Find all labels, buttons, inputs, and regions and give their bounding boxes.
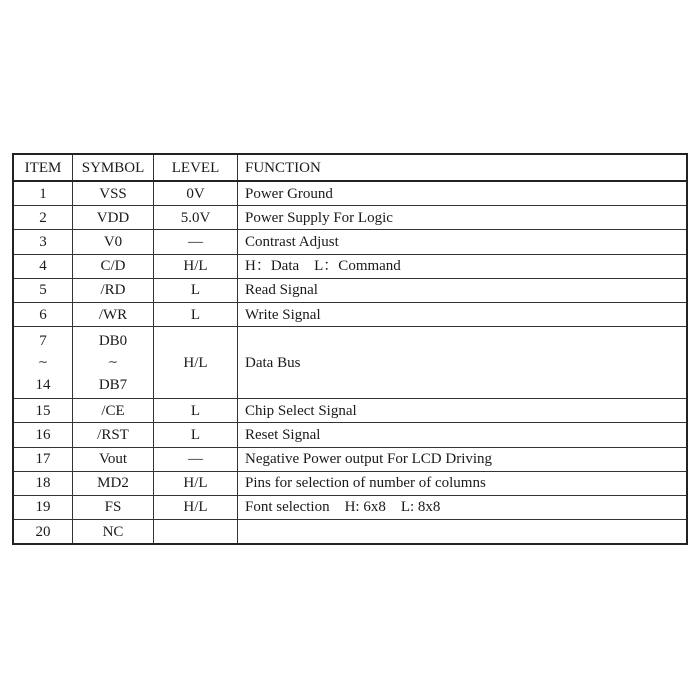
cell-symbol: /RST [73,423,154,447]
cell-item: 19 [13,495,73,519]
cell-level: L [154,302,238,326]
cell-level: 5.0V [154,206,238,230]
cell-function: Negative Power output For LCD Driving [238,447,688,471]
cell-symbol: /CE [73,399,154,423]
table-row [13,423,687,447]
cell-function: Reset Signal [238,423,688,447]
cell-item: 1 [13,181,73,206]
table-row [13,230,687,254]
cell-item: 15 [13,399,73,423]
header-function: FUNCTION [238,154,688,181]
cell-symbol: VSS [73,181,154,206]
cell-function: Write Signal [238,302,688,326]
table-row [13,471,687,495]
cell-function: Chip Select Signal [238,399,688,423]
table-row-data-bus [13,327,687,399]
cell-symbol: FS [73,495,154,519]
cell-symbol: MD2 [73,471,154,495]
table-row [13,302,687,326]
table-row [13,206,687,230]
cell-item: 4 [13,254,73,278]
cell-symbol: /RD [73,278,154,302]
cell-level: H/L [154,495,238,519]
cell-function: Pins for selection of number of columns [238,471,688,495]
cell-item: 20 [13,520,73,545]
header-level: LEVEL [154,154,238,181]
table-row [13,399,687,423]
item-range-separator: ~ [37,354,49,370]
cell-symbol: V0 [73,230,154,254]
cell-level: H/L [154,254,238,278]
cell-level: — [154,447,238,471]
cell-item: 3 [13,230,73,254]
cell-symbol: C/D [73,254,154,278]
pin-assignment-table [12,153,688,545]
symbol-range-separator: ~ [107,354,119,370]
cell-item: 17 [13,447,73,471]
cell-symbol: VDD [73,206,154,230]
cell-symbol: NC [73,520,154,545]
table-row [13,520,687,545]
cell-symbol: /WR [73,302,154,326]
cell-level: L [154,423,238,447]
table-header-row [13,154,687,181]
table-row [13,254,687,278]
cell-level: L [154,278,238,302]
cell-function: Font selection H: 6x8 L: 8x8 [238,495,688,519]
cell-item: 2 [13,206,73,230]
cell-function: Power Supply For Logic [238,206,688,230]
header-symbol: SYMBOL [73,154,154,181]
item-range-end: 14 [35,376,51,393]
table-row [13,447,687,471]
cell-function: Power Ground [238,181,688,206]
item-range-start: 7 [39,332,47,349]
cell-level: 0V [154,181,238,206]
cell-level: — [154,230,238,254]
cell-symbol-range [73,327,154,399]
cell-item-range [13,327,73,399]
cell-symbol: Vout [73,447,154,471]
cell-item: 16 [13,423,73,447]
cell-function: Contrast Adjust [238,230,688,254]
table-row [13,495,687,519]
cell-item: 5 [13,278,73,302]
table-row [13,278,687,302]
table-row [13,181,687,206]
cell-item: 6 [13,302,73,326]
cell-level: H/L [154,471,238,495]
cell-function [238,520,688,545]
header-item: ITEM [13,154,73,181]
cell-function: Read Signal [238,278,688,302]
cell-item: 18 [13,471,73,495]
cell-level [154,520,238,545]
cell-function: H：Data L：Command [238,254,688,278]
cell-level: L [154,399,238,423]
symbol-range-end: DB7 [98,376,128,393]
cell-function: Data Bus [238,327,688,399]
symbol-range-start: DB0 [98,332,128,349]
cell-level: H/L [154,327,238,399]
